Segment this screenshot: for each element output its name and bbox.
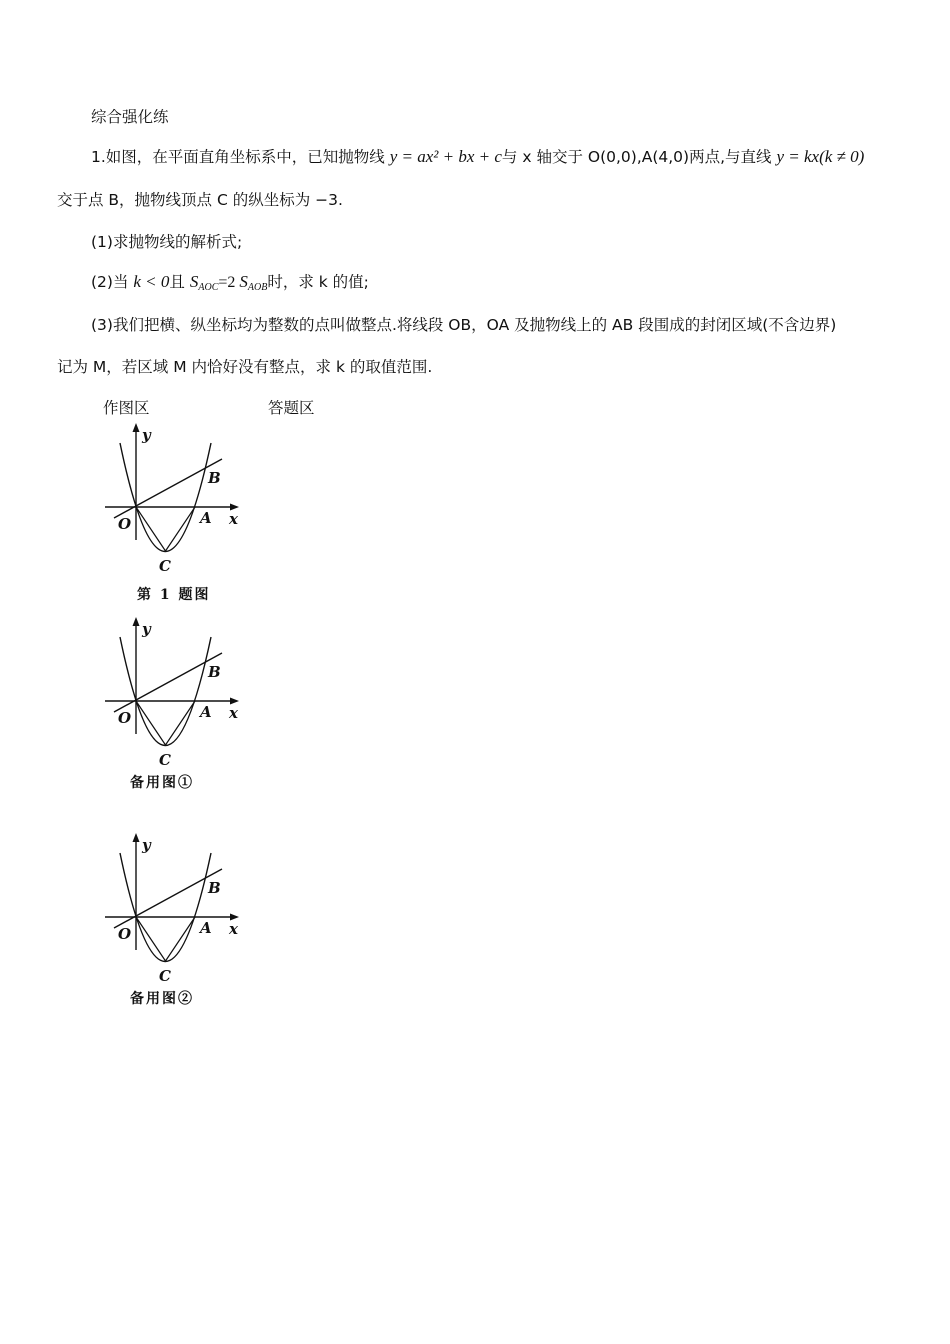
segment-oc <box>136 917 166 961</box>
area-s-aoc: S <box>189 272 199 291</box>
parabola <box>120 853 211 962</box>
label-x: x <box>229 920 238 938</box>
area-s-aoc-subscript: AOC <box>198 282 219 293</box>
figure-1 <box>100 420 250 585</box>
label-o: O <box>118 925 132 943</box>
line-equation: y = kx <box>776 147 820 166</box>
label-x: x <box>229 510 238 528</box>
label-c: C <box>159 751 171 769</box>
problem-line-1 <box>91 147 864 167</box>
segment-oc <box>136 507 166 551</box>
label-c: C <box>159 967 171 985</box>
label-c: C <box>159 557 171 575</box>
figure-3 <box>100 830 250 995</box>
segment-ac <box>166 507 196 551</box>
question-2-prefix: (2)当 <box>91 273 134 291</box>
y-axis-arrow <box>133 833 140 842</box>
segment-ac <box>166 917 196 961</box>
section-title: 综合强化练 <box>91 108 169 126</box>
label-y: y <box>142 836 151 854</box>
question-3-line-2: 记为 M，若区域 M 内恰好没有整点，求 k 的取值范围. <box>57 358 433 376</box>
segment-oc <box>136 701 166 745</box>
figure-2 <box>100 614 250 779</box>
question-3-line-1: (3)我们把横、纵坐标均为整数的点叫做整点.将线段 OB，OA 及抛物线上的 AB 段围成的封闭区域(不含边界) <box>91 316 837 334</box>
label-b: B <box>208 469 221 487</box>
area-s-aob: S <box>239 272 248 291</box>
segment-ac <box>166 701 196 745</box>
problem-line-2: 交于点 B，抛物线顶点 C 的纵坐标为 −3. <box>57 191 343 209</box>
label-x: x <box>229 704 238 722</box>
label-a: A <box>200 919 212 937</box>
question-2-condition: k < 0 <box>133 272 170 291</box>
label-o: O <box>118 515 132 533</box>
question-1: (1)求抛物线的解析式; <box>91 233 243 251</box>
label-a: A <box>200 509 212 527</box>
problem-intro-mid: 与 x 轴交于 O(0,0),A(4,0)两点,与直线 <box>501 148 777 166</box>
figure-3-caption: 备用图② <box>130 991 194 1007</box>
problem-intro: 1.如图，在平面直角坐标系中，已知抛物线 <box>91 148 390 166</box>
y-axis-arrow <box>133 423 140 432</box>
parabola <box>120 443 211 552</box>
label-b: B <box>208 663 221 681</box>
label-a: A <box>200 703 212 721</box>
parabola <box>120 637 211 746</box>
drawing-area-label: 作图区 <box>103 399 150 417</box>
answer-area-label: 答题区 <box>268 399 315 417</box>
figure-1-caption: 第 1 题图 <box>137 587 211 603</box>
question-2-suffix: 时，求 k 的值; <box>267 273 369 291</box>
y-axis-arrow <box>133 617 140 626</box>
question-2 <box>91 272 369 298</box>
label-b: B <box>208 879 221 897</box>
label-y: y <box>142 426 151 444</box>
question-2-and: 且 <box>169 273 190 291</box>
question-2-equals: =2 <box>218 274 240 291</box>
parabola-equation: y = ax² + bx + c <box>389 147 502 166</box>
figure-2-caption: 备用图① <box>130 775 194 791</box>
area-s-aob-subscript: AOB <box>247 282 268 293</box>
line-condition: (k ≠ 0) <box>819 147 865 166</box>
label-o: O <box>118 709 132 727</box>
label-y: y <box>142 620 151 638</box>
